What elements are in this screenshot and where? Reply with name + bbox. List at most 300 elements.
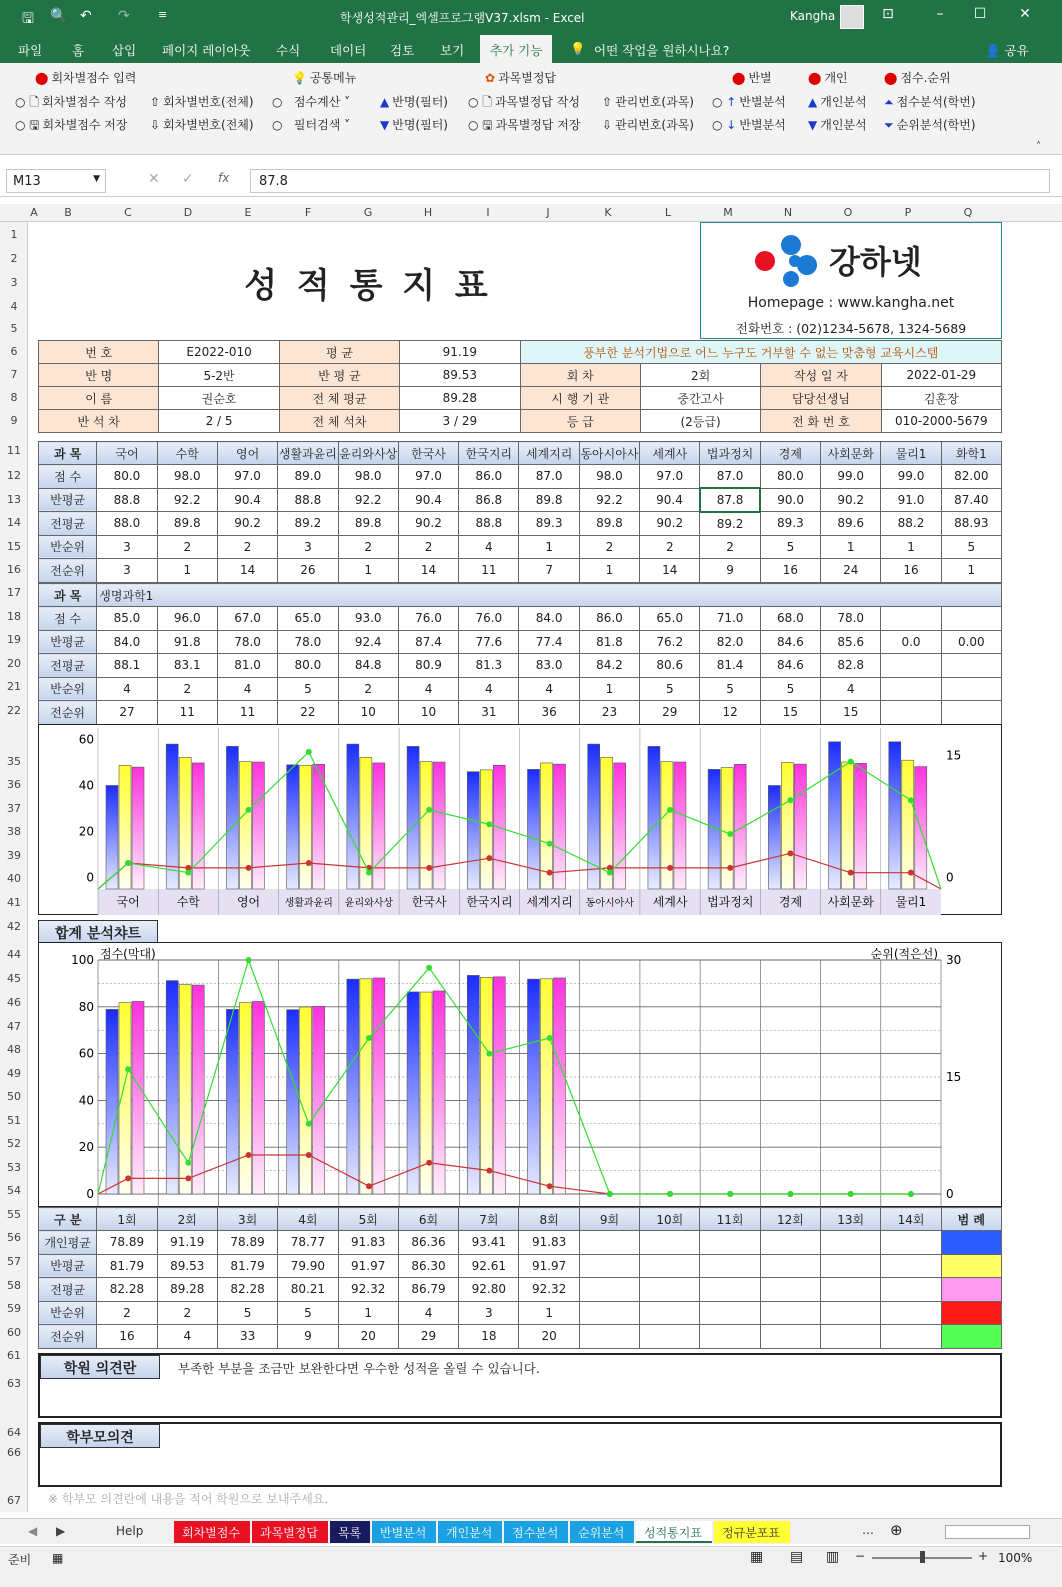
- column-header[interactable]: C: [124, 206, 132, 219]
- row-header[interactable]: 63: [7, 1377, 21, 1390]
- summary-cell[interactable]: 20: [338, 1325, 398, 1349]
- summary-cell[interactable]: [881, 1325, 941, 1349]
- score-cell[interactable]: 65.0: [278, 607, 338, 631]
- summary-row-label[interactable]: 전순위: [39, 1325, 97, 1349]
- summary-cell[interactable]: 2: [97, 1301, 157, 1325]
- score-cell[interactable]: 89.8: [338, 512, 398, 536]
- summary-cell[interactable]: [579, 1325, 639, 1349]
- score-cell[interactable]: 11: [157, 701, 217, 725]
- score-cell[interactable]: 1: [941, 559, 1001, 583]
- score-cell[interactable]: 2: [217, 535, 277, 559]
- class-menu[interactable]: [732, 69, 772, 86]
- summary-cell[interactable]: [760, 1325, 820, 1349]
- score-cell[interactable]: 1: [881, 535, 941, 559]
- parent-opinion-box[interactable]: [38, 1422, 1002, 1487]
- score-cell[interactable]: 76.0: [398, 607, 458, 631]
- score-cell[interactable]: 80.9: [398, 654, 458, 678]
- score-cell[interactable]: 78.0: [278, 630, 338, 654]
- row-label[interactable]: 반평균: [39, 488, 97, 512]
- score-cell[interactable]: 1: [157, 559, 217, 583]
- column-header[interactable]: G: [363, 206, 373, 219]
- score-cell[interactable]: 1: [338, 559, 398, 583]
- column-header[interactable]: D: [183, 206, 193, 219]
- score-cell[interactable]: 76.0: [459, 607, 519, 631]
- score-cell[interactable]: 14: [217, 559, 277, 583]
- summary-cell[interactable]: [760, 1278, 820, 1302]
- manage-number-up[interactable]: [602, 93, 694, 110]
- info-label[interactable]: 평 균: [279, 341, 399, 364]
- summary-cell[interactable]: 20: [519, 1325, 579, 1349]
- score-cell[interactable]: 1: [579, 559, 639, 583]
- score-cell[interactable]: 91.8: [157, 630, 217, 654]
- score-cell[interactable]: 85.6: [821, 630, 881, 654]
- score-cell[interactable]: 4: [519, 677, 579, 701]
- summary-cell[interactable]: [821, 1231, 881, 1255]
- share-button[interactable]: 👤 공유: [985, 43, 1029, 58]
- score-cell[interactable]: 9: [700, 559, 760, 583]
- round-number-up[interactable]: [150, 93, 254, 110]
- score-cell[interactable]: 2: [579, 535, 639, 559]
- info-label[interactable]: 반 평 균: [279, 364, 399, 387]
- info-label[interactable]: 담당선생님: [761, 387, 881, 410]
- save-round-score[interactable]: ○ 🖫 회차별점수 저장: [15, 116, 128, 137]
- column-header[interactable]: M: [723, 206, 733, 219]
- summary-header[interactable]: 9회: [579, 1208, 639, 1231]
- summary-cell[interactable]: [700, 1301, 760, 1325]
- score-cell[interactable]: 27: [97, 701, 157, 725]
- subject-header[interactable]: 사회문화: [821, 442, 881, 465]
- score-cell[interactable]: 4: [821, 677, 881, 701]
- summary-cell[interactable]: 3: [459, 1301, 519, 1325]
- summary-cell[interactable]: 1: [519, 1301, 579, 1325]
- row-label[interactable]: 전평균: [39, 654, 97, 678]
- score-cell[interactable]: 3: [97, 535, 157, 559]
- score-cell[interactable]: 90.4: [217, 488, 277, 512]
- info-label[interactable]: 전 화 번 호: [761, 410, 881, 433]
- score-cell[interactable]: 89.0: [278, 465, 338, 489]
- row-label[interactable]: 전순위: [39, 701, 97, 725]
- summary-cell[interactable]: 93.41: [459, 1231, 519, 1255]
- tab-view[interactable]: 보기: [440, 43, 465, 58]
- summary-row-label[interactable]: 반순위: [39, 1301, 97, 1325]
- summary-cell[interactable]: [579, 1278, 639, 1302]
- score-cell[interactable]: [941, 701, 1001, 725]
- row-header[interactable]: 6: [10, 345, 18, 358]
- score-cell[interactable]: 84.2: [579, 654, 639, 678]
- personal-analysis-up[interactable]: [808, 93, 867, 110]
- row-header[interactable]: 51: [7, 1114, 21, 1127]
- tell-me-input[interactable]: 어떤 작업을 원하시나요?: [594, 43, 730, 58]
- subject-header[interactable]: 화학1: [941, 442, 1001, 465]
- score-cell[interactable]: 2: [640, 535, 700, 559]
- info-label[interactable]: 전 체 석차: [279, 410, 399, 433]
- formula-input[interactable]: 87.8: [250, 169, 1050, 193]
- score-cell[interactable]: 11: [459, 559, 519, 583]
- score-cell[interactable]: 2: [700, 535, 760, 559]
- summary-header[interactable]: 범 례: [941, 1208, 1001, 1231]
- close-button[interactable]: ✕: [1019, 6, 1031, 22]
- score-cell[interactable]: 71.0: [700, 607, 760, 631]
- row-header[interactable]: 48: [7, 1043, 21, 1056]
- row-header[interactable]: 44: [7, 948, 21, 961]
- score-cell[interactable]: 36: [519, 701, 579, 725]
- zoom-slider-thumb[interactable]: [920, 1551, 925, 1563]
- subject-header[interactable]: 경제: [760, 442, 820, 465]
- row-header[interactable]: 20: [7, 657, 21, 670]
- score-cell[interactable]: 5: [640, 677, 700, 701]
- common-menu[interactable]: [292, 69, 356, 86]
- user-avatar-icon[interactable]: [840, 5, 864, 29]
- summary-cell[interactable]: 78.89: [217, 1231, 277, 1255]
- score-cell[interactable]: 90.4: [640, 488, 700, 512]
- personal-menu[interactable]: [808, 69, 848, 86]
- row-header[interactable]: 2: [10, 252, 18, 265]
- summary-cell[interactable]: [700, 1254, 760, 1278]
- summary-cell[interactable]: 5: [278, 1301, 338, 1325]
- score-cell[interactable]: 12: [700, 701, 760, 725]
- score-cell[interactable]: 24: [821, 559, 881, 583]
- summary-cell[interactable]: [881, 1231, 941, 1255]
- round-number-down[interactable]: [150, 116, 254, 133]
- tab-page-layout[interactable]: 페이지 레이아웃: [162, 43, 251, 58]
- score-cell[interactable]: 93.0: [338, 607, 398, 631]
- redo-icon[interactable]: ↷: [118, 8, 130, 24]
- summary-cell[interactable]: [640, 1278, 700, 1302]
- collapse-ribbon-icon[interactable]: ˄: [1036, 141, 1041, 152]
- row-header[interactable]: 66: [7, 1446, 21, 1459]
- score-cell[interactable]: 5: [278, 677, 338, 701]
- score-cell[interactable]: 88.8: [278, 488, 338, 512]
- info-value[interactable]: 010-2000-5679: [881, 410, 1001, 433]
- sheet-tab[interactable]: 정규분포표: [714, 1521, 790, 1543]
- page-layout-view-icon[interactable]: ▤: [790, 1549, 804, 1565]
- row-header[interactable]: 37: [7, 802, 21, 815]
- info-label[interactable]: 회 차: [520, 364, 640, 387]
- summary-header[interactable]: 13회: [821, 1208, 881, 1231]
- score-cell[interactable]: [881, 607, 941, 631]
- summary-cell[interactable]: [821, 1325, 881, 1349]
- score-cell[interactable]: 1: [519, 535, 579, 559]
- score-cell[interactable]: 81.3: [459, 654, 519, 678]
- row-header[interactable]: 4: [10, 300, 18, 313]
- row-header[interactable]: 16: [7, 563, 21, 576]
- score-cell[interactable]: 84.0: [97, 630, 157, 654]
- summary-cell[interactable]: [700, 1231, 760, 1255]
- score-cell[interactable]: 80.6: [640, 654, 700, 678]
- row-header[interactable]: 46: [7, 996, 21, 1009]
- row-header[interactable]: 54: [7, 1184, 21, 1197]
- row-header[interactable]: 60: [7, 1326, 21, 1339]
- column-header[interactable]: E: [244, 206, 252, 219]
- score-cell[interactable]: 1: [821, 535, 881, 559]
- enter-icon[interactable]: ✓: [182, 171, 194, 187]
- score-cell[interactable]: 84.8: [338, 654, 398, 678]
- summary-cell[interactable]: 86.30: [398, 1254, 458, 1278]
- academy-opinion-text[interactable]: 부족한 부분을 조금만 보완한다면 우수한 성적을 올릴 수 있습니다.: [178, 1361, 540, 1376]
- subject-header[interactable]: 수학: [157, 442, 217, 465]
- class-filter-down[interactable]: [380, 116, 448, 133]
- manage-number-down[interactable]: [602, 116, 694, 133]
- score-cell[interactable]: 76.2: [640, 630, 700, 654]
- next-sheet-icon[interactable]: ▶: [56, 1524, 66, 1538]
- score-cell[interactable]: 87.0: [519, 465, 579, 489]
- score-cell[interactable]: 16: [881, 559, 941, 583]
- score-cell[interactable]: 14: [640, 559, 700, 583]
- maximize-button[interactable]: ☐: [973, 6, 987, 22]
- score-cell[interactable]: 86.0: [579, 607, 639, 631]
- score-cell[interactable]: 87.8: [700, 488, 760, 512]
- score-cell[interactable]: 90.2: [640, 512, 700, 536]
- summary-cell[interactable]: 80.21: [278, 1278, 338, 1302]
- score-cell[interactable]: 5: [941, 535, 1001, 559]
- row-label[interactable]: 점 수: [39, 607, 97, 631]
- row-header[interactable]: 56: [7, 1231, 21, 1244]
- score-cell[interactable]: 80.0: [97, 465, 157, 489]
- name-box[interactable]: [6, 169, 106, 193]
- score-cell[interactable]: 88.8: [97, 488, 157, 512]
- summary-header[interactable]: 8회: [519, 1208, 579, 1231]
- score-cell[interactable]: 90.2: [821, 488, 881, 512]
- score-cell[interactable]: 31: [459, 701, 519, 725]
- summary-header[interactable]: 11회: [700, 1208, 760, 1231]
- row-header[interactable]: 38: [7, 825, 21, 838]
- row-header[interactable]: 40: [7, 872, 21, 885]
- row-label[interactable]: 반순위: [39, 535, 97, 559]
- column-header[interactable]: B: [64, 206, 72, 219]
- score-cell[interactable]: 81.8: [579, 630, 639, 654]
- sheet-tab[interactable]: 성적통지표: [636, 1521, 712, 1543]
- info-label[interactable]: 등 급: [520, 410, 640, 433]
- subject-header[interactable]: 법과정치: [700, 442, 760, 465]
- score-cell[interactable]: 89.8: [157, 512, 217, 536]
- score-cell[interactable]: 98.0: [338, 465, 398, 489]
- score-cell[interactable]: 88.0: [97, 512, 157, 536]
- filter-search-dropdown[interactable]: ○ 필터검색 ˅: [272, 118, 351, 132]
- column-header[interactable]: N: [783, 206, 793, 219]
- summary-header[interactable]: 구 분: [39, 1208, 97, 1231]
- sheet-tab[interactable]: 회차별점수: [174, 1521, 250, 1543]
- more-sheets-icon[interactable]: …: [862, 1523, 874, 1537]
- summary-cell[interactable]: [579, 1254, 639, 1278]
- score-cell[interactable]: 89.2: [700, 512, 760, 536]
- summary-cell[interactable]: 2: [157, 1301, 217, 1325]
- score-cell[interactable]: 86.8: [459, 488, 519, 512]
- score-cell[interactable]: 4: [459, 535, 519, 559]
- score-cell[interactable]: 89.8: [579, 512, 639, 536]
- column-header[interactable]: F: [304, 206, 312, 219]
- info-value[interactable]: 91.19: [400, 341, 520, 364]
- score-cell[interactable]: 89.3: [519, 512, 579, 536]
- write-round-score[interactable]: ○ 🗋 회차별점수 작성: [15, 93, 127, 114]
- subject-header[interactable]: 세계사: [640, 442, 700, 465]
- subject-header[interactable]: 생활과윤리: [278, 442, 338, 465]
- score-cell[interactable]: 99.0: [881, 465, 941, 489]
- subject-header[interactable]: 세계지리: [519, 442, 579, 465]
- summary-cell[interactable]: [700, 1278, 760, 1302]
- info-value[interactable]: 김훈장: [881, 387, 1001, 410]
- score-cell[interactable]: 84.6: [760, 654, 820, 678]
- score-cell[interactable]: 65.0: [640, 607, 700, 631]
- score-cell[interactable]: 89.6: [821, 512, 881, 536]
- summary-cell[interactable]: 91.97: [519, 1254, 579, 1278]
- save-answer[interactable]: ○ 🖫 과목별정답 저장: [468, 116, 581, 137]
- score-cell[interactable]: 92.2: [338, 488, 398, 512]
- score-cell[interactable]: 83.0: [519, 654, 579, 678]
- score-cell[interactable]: 78.0: [821, 607, 881, 631]
- column-header[interactable]: O: [843, 206, 853, 219]
- score-cell[interactable]: 67.0: [217, 607, 277, 631]
- subject-header[interactable]: 과 목: [39, 584, 97, 607]
- summary-cell[interactable]: [881, 1301, 941, 1325]
- score-cell[interactable]: 81.0: [217, 654, 277, 678]
- summary-cell[interactable]: 4: [398, 1301, 458, 1325]
- score-cell[interactable]: 26: [278, 559, 338, 583]
- score-cell[interactable]: 11: [217, 701, 277, 725]
- minimize-button[interactable]: –: [936, 6, 944, 22]
- row-header[interactable]: 19: [7, 633, 21, 646]
- summary-cell[interactable]: 91.97: [338, 1254, 398, 1278]
- row-label[interactable]: 전순위: [39, 559, 97, 583]
- score-cell[interactable]: 92.2: [157, 488, 217, 512]
- summary-cell[interactable]: [640, 1325, 700, 1349]
- column-header[interactable]: H: [423, 206, 433, 219]
- summary-cell[interactable]: 78.77: [278, 1231, 338, 1255]
- score-cell[interactable]: 98.0: [157, 465, 217, 489]
- row-header[interactable]: 15: [7, 540, 21, 553]
- summary-cell[interactable]: 91.83: [519, 1231, 579, 1255]
- summary-cell[interactable]: 16: [97, 1325, 157, 1349]
- score-cell[interactable]: 87.4: [398, 630, 458, 654]
- summary-cell[interactable]: 78.89: [97, 1231, 157, 1255]
- score-cell[interactable]: [881, 654, 941, 678]
- row-header[interactable]: 59: [7, 1302, 21, 1315]
- score-cell[interactable]: 83.1: [157, 654, 217, 678]
- row-header[interactable]: 57: [7, 1255, 21, 1268]
- prev-sheet-icon[interactable]: ◀: [28, 1524, 38, 1538]
- score-cell[interactable]: 15: [760, 701, 820, 725]
- summary-cell[interactable]: 33: [217, 1325, 277, 1349]
- summary-cell[interactable]: [579, 1231, 639, 1255]
- summary-header[interactable]: 7회: [459, 1208, 519, 1231]
- summary-cell[interactable]: 81.79: [97, 1254, 157, 1278]
- score-cell[interactable]: 88.93: [941, 512, 1001, 536]
- summary-cell[interactable]: [821, 1301, 881, 1325]
- score-cell[interactable]: 86.0: [459, 465, 519, 489]
- info-value[interactable]: 89.53: [400, 364, 520, 387]
- column-header[interactable]: K: [604, 206, 612, 219]
- summary-cell[interactable]: [640, 1254, 700, 1278]
- row-header[interactable]: 47: [7, 1020, 21, 1033]
- score-cell[interactable]: 92.4: [338, 630, 398, 654]
- row-label[interactable]: 반순위: [39, 677, 97, 701]
- summary-cell[interactable]: 81.79: [217, 1254, 277, 1278]
- horizontal-scrollbar[interactable]: [945, 1525, 1030, 1539]
- info-label[interactable]: 작성 일 자: [761, 364, 881, 387]
- row-header[interactable]: 5: [10, 322, 18, 335]
- rank-analysis[interactable]: [884, 116, 976, 133]
- score-cell[interactable]: 4: [398, 677, 458, 701]
- score-cell[interactable]: 77.6: [459, 630, 519, 654]
- score-cell[interactable]: 78.0: [217, 630, 277, 654]
- summary-header[interactable]: 4회: [278, 1208, 338, 1231]
- score-cell[interactable]: 1: [579, 677, 639, 701]
- row-header[interactable]: 61: [7, 1349, 21, 1362]
- score-cell[interactable]: 85.0: [97, 607, 157, 631]
- info-value[interactable]: 89.28: [400, 387, 520, 410]
- summary-cell[interactable]: 82.28: [217, 1278, 277, 1302]
- score-cell[interactable]: 2: [338, 677, 398, 701]
- summary-cell[interactable]: [881, 1278, 941, 1302]
- score-cell[interactable]: 97.0: [217, 465, 277, 489]
- info-value[interactable]: 중간고사: [640, 387, 760, 410]
- score-cell[interactable]: 90.0: [760, 488, 820, 512]
- score-cell[interactable]: 84.6: [760, 630, 820, 654]
- row-header[interactable]: 17: [7, 586, 21, 599]
- info-label[interactable]: 반 석 차: [39, 410, 159, 433]
- score-cell[interactable]: 89.3: [760, 512, 820, 536]
- subject-header[interactable]: 물리1: [881, 442, 941, 465]
- summary-row-label[interactable]: 반평균: [39, 1254, 97, 1278]
- score-cell[interactable]: 90.2: [217, 512, 277, 536]
- summary-cell[interactable]: 82.28: [97, 1278, 157, 1302]
- score-cell[interactable]: 88.8: [459, 512, 519, 536]
- score-cell[interactable]: 2: [398, 535, 458, 559]
- row-header[interactable]: 12: [7, 469, 21, 482]
- column-header[interactable]: P: [904, 206, 912, 219]
- row-header[interactable]: 9: [10, 414, 18, 427]
- score-cell[interactable]: [941, 654, 1001, 678]
- score-cell[interactable]: 10: [338, 701, 398, 725]
- row-header[interactable]: 45: [7, 972, 21, 985]
- subject-header[interactable]: 윤리와사상: [338, 442, 398, 465]
- info-value[interactable]: 2022-01-29: [881, 364, 1001, 387]
- row-header[interactable]: 36: [7, 778, 21, 791]
- score-cell[interactable]: 98.0: [579, 465, 639, 489]
- score-cell[interactable]: 97.0: [398, 465, 458, 489]
- write-answer[interactable]: ○ 🗋 과목별정답 작성: [468, 93, 580, 114]
- info-value[interactable]: 3 / 29: [400, 410, 520, 433]
- row-header[interactable]: 3: [10, 276, 18, 289]
- sheet-tab[interactable]: 반별분석: [372, 1521, 436, 1543]
- summary-cell[interactable]: 79.90: [278, 1254, 338, 1278]
- score-cell[interactable]: 29: [640, 701, 700, 725]
- summary-header[interactable]: 1회: [97, 1208, 157, 1231]
- score-cell[interactable]: 91.0: [881, 488, 941, 512]
- score-cell[interactable]: 82.0: [700, 630, 760, 654]
- zoom-level[interactable]: 100%: [998, 1551, 1033, 1565]
- sheet-tab[interactable]: Help: [108, 1521, 172, 1543]
- column-header[interactable]: A: [30, 206, 38, 219]
- score-cell[interactable]: [881, 677, 941, 701]
- page-break-view-icon[interactable]: ▥: [826, 1549, 840, 1565]
- summary-cell[interactable]: 89.28: [157, 1278, 217, 1302]
- score-cell[interactable]: 90.2: [398, 512, 458, 536]
- row-header[interactable]: 7: [10, 368, 18, 381]
- summary-cell[interactable]: [760, 1231, 820, 1255]
- row-header[interactable]: 55: [7, 1208, 21, 1221]
- subject-header[interactable]: 생명과학1: [97, 584, 1002, 607]
- summary-cell[interactable]: [821, 1254, 881, 1278]
- summary-cell[interactable]: 5: [217, 1301, 277, 1325]
- score-cell[interactable]: 0.0: [881, 630, 941, 654]
- cancel-icon[interactable]: ✕: [148, 171, 160, 187]
- zoom-in-icon[interactable]: +: [978, 1549, 989, 1563]
- class-analysis-up[interactable]: ○ ↑ 반별분석: [712, 95, 786, 109]
- score-cell[interactable]: 88.1: [97, 654, 157, 678]
- score-cell[interactable]: 2: [157, 677, 217, 701]
- info-value[interactable]: 2회: [640, 364, 760, 387]
- score-cell[interactable]: 4: [459, 677, 519, 701]
